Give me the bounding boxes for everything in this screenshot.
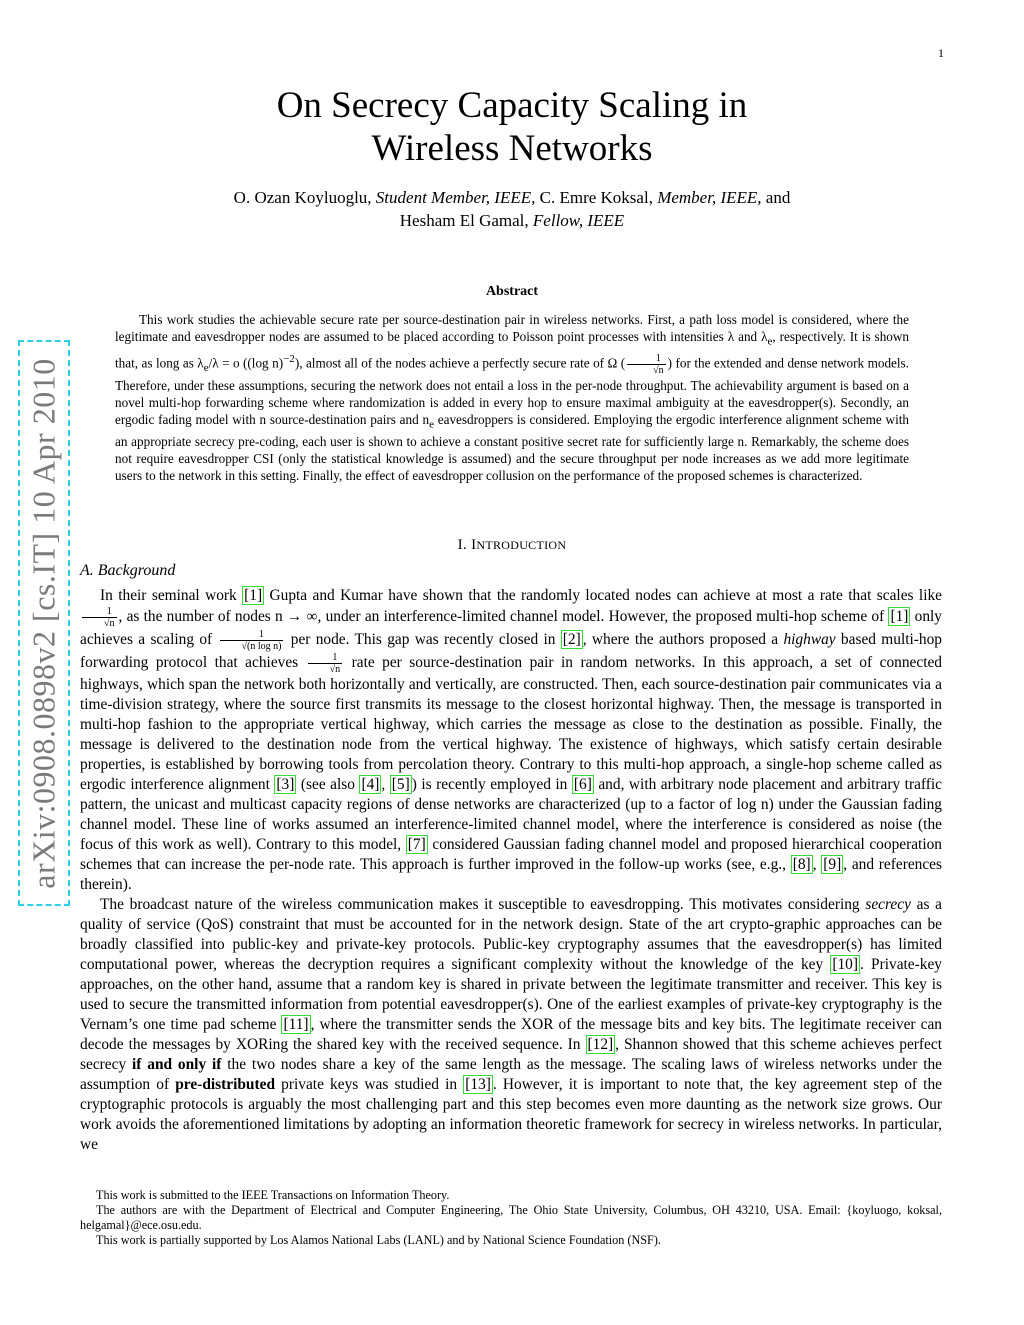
citation-link[interactable]: [12] — [587, 1036, 614, 1053]
author-role: Fellow, IEEE — [532, 211, 625, 230]
footnote: This work is partially supported by Los Alamos National Labs (LANL) and by National Science Foundation (NSF). — [96, 1233, 661, 1247]
paragraph: In their seminal work [1] Gupta and Kumar have shown that the randomly located nodes can achieve at most a rate that scales like $\frac{1}{√n}$ , as the number of nodes n → ∞, under an interference-limited channel model. However, the proposed multi-hop scheme of [1] only achieves a scaling of $\frac{1}{\text{√(n log n)}}$ per node. This gap was recently closed in [2] , where the authors proposed a highway based multi-hop forwarding protocol that achieves $\frac{1}{√n}$ rate per source-destination pair in random networks. In this approach, a set of connected highways, which span the network both horizontally and vertically, are constructed. Then, each source-destination pair communicates via a time-division strategy, where the source first transmits its message to the closest horizontal highway. Then, the message is transported in multi-hop fashion to the appropriate vertical highway, which carries the message as close to the destination as possible. Finally, the message is delivered to the destination node from the vertical highway. The existence of highways, which satisfy certain desirable properties, is established by borrowing tools from percolation theory. Contrary to this multi-hop approach, a single-hop scheme called as ergodic interference alignment [3] (see also [4] , [5] ) is recently employed in [6] and, with arbitrary node placement and arbitrary traffic pattern, the unicast and multicast capacity regions of dense networks are characterized (up to a factor of log n) under the Gaussian fading channel model. These line of works assumed an interference-limited channel model, where the interference is considered as noise (the focus of this work as well). Contrary to this model, [7] considered Gaussian fading channel model and proposed hierarchical cooperation schemes that can increase the per-node rate. This approach is further improved in the follow-up works (see, e.g., [8] , [9] , and references therein). — [80, 587, 942, 893]
abstract-heading: Abstract — [485, 284, 539, 299]
author-role: Student Member, IEEE, — [375, 188, 536, 207]
citation-link[interactable]: [1] — [890, 608, 909, 626]
footnote: The authors are with the Department of Electrical and Computer Engineering, The Ohio State University, Columbus, OH 43210, USA. Email: {koyluogo, koksal, helgamal}@ece.osu.edu. — [80, 1203, 942, 1232]
paper-title — [0, 84, 1024, 170]
citation-link[interactable]: [10] — [832, 956, 859, 973]
author-line-1 — [0, 186, 1024, 209]
citation-link[interactable]: [2] — [562, 631, 581, 649]
citation-link[interactable]: [9] — [823, 856, 842, 873]
footnotes — [80, 1188, 942, 1248]
citation-link[interactable]: [3] — [276, 776, 295, 793]
subsection-heading: A. Background — [80, 562, 176, 579]
citation-link[interactable]: [7] — [407, 836, 426, 853]
author-role: Member, IEEE, — [657, 188, 762, 207]
citation-link[interactable]: [4] — [361, 776, 380, 793]
fraction: $\frac{1}{√n}$ — [308, 652, 343, 675]
body-text — [80, 586, 942, 1155]
author-block — [0, 186, 1024, 232]
abstract-text: This work studies the achievable secure rate per source-destination pair in wireless networks. First, a path loss model is considered, where the legitimate and eavesdropper nodes are assumed to be placed according to Poisson point processes with intensities λ and $\lambda_e$, respectively. It is shown that, as long as $\lambda_e/\lambda = o$ ((log n)$^{-2}$), almost all of the nodes achieve a perfectly secure rate of Ω ( $\frac{1}{√n}$ ) for the extended and dense network models. Therefore, under these assumptions, securing the network does not entail a loss in the per-node throughput. The achievability argument is based on a novel multi-hop forwarding scheme where randomization is added in every hop to ensure maximal ambiguity at the eavesdropper(s). Secondly, an ergodic fading model with n source-destination pairs and $n_e$ eavesdroppers is considered. Employing the ergodic interference alignment scheme with an appropriate secrecy pre-coding, each user is shown to achieve a constant positive secret rate for sufficiently large n. Remarkably, the scheme does not require eavesdropper CSI (only the statistical knowledge is assumed) and the secure throughput per node increases as we add more legitimate users to the network in this setting. Finally, the effect of eavesdropper collusion on the performance of the proposed schemes is characterized. — [115, 312, 909, 484]
section-heading: I. INTRODUCTION — [457, 537, 567, 553]
citation-link[interactable]: [13] — [465, 1076, 491, 1093]
citation-link[interactable]: [1] — [244, 587, 263, 604]
author-name: O. Ozan Koyluoglu, — [233, 188, 372, 207]
arxiv-id: arXiv:0908.0898v2 [cs.IT] 10 Apr 2010 — [25, 357, 62, 889]
title-line-1: On Secrecy Capacity Scaling in — [276, 85, 748, 126]
footnote: This work is submitted to the IEEE Transactions on Information Theory. — [96, 1188, 450, 1202]
citation-link[interactable]: [11] — [283, 1016, 309, 1033]
fraction: $\frac{1}{\text{√(n log n)}}$ — [220, 629, 284, 652]
citation-link[interactable]: [8] — [792, 856, 811, 873]
citation-link[interactable]: [5] — [391, 776, 410, 793]
author-line-2 — [0, 209, 1024, 232]
author-name: C. Emre Koksal, — [539, 188, 653, 207]
fraction: $\frac{1}{√n}$ — [627, 353, 666, 376]
arxiv-stamp — [18, 340, 70, 906]
fraction: $\frac{1}{√n}$ — [82, 606, 117, 629]
page-number: 1 — [938, 46, 944, 60]
citation-link[interactable]: [6] — [573, 776, 592, 793]
paragraph: The broadcast nature of the wireless communication makes it susceptible to eavesdropping. This motivates considering secrecy as a quality of service (QoS) constraint that must be accounted for in the network design. State of the art crypto-graphic approaches can be broadly classified into public-key and private-key protocols. Public-key cryptography assumes that the eavesdropper(s) has limited computational power, whereas the decryption requires a significant complexity without the knowledge of the key [10] . Private-key approaches, on the other hand, assume that a random key is shared in private between the legitimate transmitter and receiver. This key is used to secure the transmitted information from potential eavesdropper(s). One of the earliest examples of private-key cryptography is the Vernam’s one time pad scheme [11] , where the transmitter sends the XOR of the message bits and key bits. The legitimate receiver can decode the messages by XORing the shared key with the received sequence. In [12] , Shannon showed that this scheme achieves perfect secrecy if and only if the two nodes share a key of the same length as the message. The scaling laws of wireless networks under the assumption of pre-distributed private keys was studied in [13] . However, it is important to note that, the key agreement step of the cryptographic protocols is arguably the most challenging part and this step becomes even more daunting as the network size grows. Our work avoids the aforementioned limitations by adopting an information theoretic framework for secrecy in wireless networks. In particular, we — [80, 896, 943, 1153]
author-conjunction: and — [765, 188, 791, 207]
author-name: Hesham El Gamal, — [399, 211, 529, 230]
title-line-2: Wireless Networks — [371, 128, 653, 169]
